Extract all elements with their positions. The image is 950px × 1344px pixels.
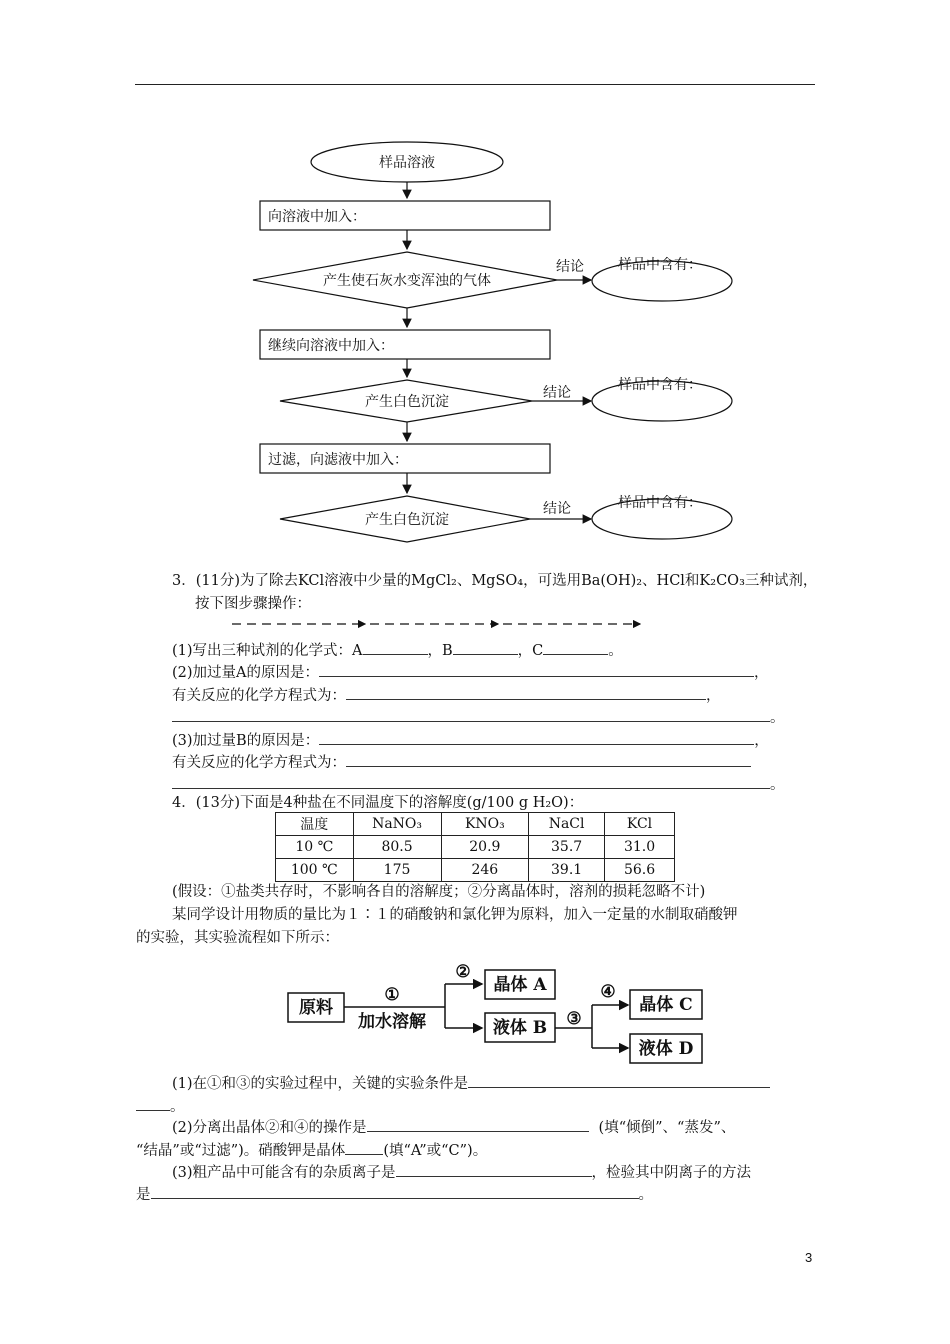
result1-label: 样品中含有： <box>618 257 702 273</box>
step2-label: 继续向溶液中加入： <box>268 338 394 354</box>
table-cell: 31.0 <box>605 836 675 859</box>
crystal-choice-blank[interactable] <box>345 1140 383 1155</box>
q3-part3-label: (3)加过量B的原因是： <box>172 733 320 749</box>
q3-part2-comma: ， <box>754 665 769 681</box>
conclusion3-label: 结论 <box>543 501 571 517</box>
reason-b-blank[interactable] <box>319 730 754 745</box>
q3-part2-eq-line2 <box>172 707 785 727</box>
table-header-row <box>276 813 675 836</box>
decision2-label: 产生白色沉淀 <box>365 394 449 410</box>
q4-desc-line2: 的实验，其实验流程如下所示： <box>136 930 339 946</box>
table-cell: 175 <box>353 859 441 882</box>
table-cell: 100 ℃ <box>276 859 354 882</box>
table-cell: 10 ℃ <box>276 836 354 859</box>
q4-part2-label: (2)分离出晶体②和④的操作是 <box>172 1120 367 1136</box>
q3-intro-line2: 按下图步骤操作： <box>195 596 311 612</box>
q4-part1-line2 <box>136 1096 185 1116</box>
answer-c-blank[interactable] <box>543 640 608 655</box>
equation-a-blank-2[interactable] <box>172 707 770 722</box>
q4-intro: 4．(13分)下面是4种盐在不同温度下的溶解度(g/100 g H₂O)： <box>172 795 584 811</box>
table-header: 温度 <box>276 813 354 836</box>
q3-part2-eq-label: 有关反应的化学方程式为： <box>172 688 346 704</box>
q3-part3-eq-label: 有关反应的化学方程式为： <box>172 755 346 771</box>
table-header: KCl <box>605 813 675 836</box>
q3-part3-eq <box>172 752 751 772</box>
q3-part1-a-label: (1)写出三种试剂的化学式：A <box>172 643 363 659</box>
q3-part2-eq-comma: ， <box>706 688 721 704</box>
table-cell: 35.7 <box>529 836 605 859</box>
q3-part2 <box>172 662 769 682</box>
q4-desc-line1: 某同学设计用物质的量比为１∶１的硝酸钠和氯化钾为原料，加入一定量的水制取硝酸钾 <box>172 907 738 923</box>
page-number: 3 <box>805 1250 813 1265</box>
step4-marker: ④ <box>600 982 616 1002</box>
table-cell: 246 <box>441 859 529 882</box>
q3-part2-period: 。 <box>770 710 785 726</box>
solubility-table <box>275 812 675 882</box>
step3-label: 过滤，向滤液中加入： <box>268 452 408 468</box>
raw-label: 原料 <box>299 998 333 1018</box>
q4-part3-line2-label: 是 <box>136 1187 151 1203</box>
impurity-ions-blank[interactable] <box>396 1162 592 1177</box>
table-header: KNO₃ <box>441 813 529 836</box>
conclusion2-label: 结论 <box>543 385 571 401</box>
equation-b-blank-2[interactable] <box>172 774 770 789</box>
q3-part3-period: 。 <box>770 777 785 793</box>
table-cell: 56.6 <box>605 859 675 882</box>
operation-blank[interactable] <box>367 1117 589 1132</box>
q3-intro-line1: 3．(11分)为了除去KCl溶液中少量的MgCl₂、MgSO₄，可选用Ba(OH)₂、HCl和K₂CO₃三种试剂， <box>172 573 818 589</box>
q4-part3-label: (3)粗产品中可能含有的杂质离子是 <box>172 1165 396 1181</box>
q4-part2-line2-label: “结晶”或“过滤”)。硝酸钾是晶体 <box>136 1143 346 1159</box>
q3-part1-end: 。 <box>608 643 623 659</box>
q3-part2-label: (2)加过量A的原因是： <box>172 665 320 681</box>
q4-part1-label: (1)在①和③的实验过程中，关键的实验条件是 <box>172 1076 469 1092</box>
conclusion1-label: 结论 <box>556 259 584 275</box>
answer-b-blank[interactable] <box>453 640 518 655</box>
liquid-b-label: 液体 B <box>492 1018 548 1038</box>
sample-analysis-flowchart <box>240 135 760 555</box>
q3-step-arrows <box>230 616 650 632</box>
decision3-label: 产生白色沉淀 <box>365 512 449 528</box>
result3-label: 样品中含有： <box>618 495 702 511</box>
table-row <box>276 836 675 859</box>
q4-part3-label-b: ，检验其中阴离子的方法 <box>591 1165 752 1181</box>
answer-a-blank[interactable] <box>363 640 428 655</box>
step1-label: 向溶液中加入： <box>268 209 366 225</box>
decision1-label: 产生使石灰水变浑浊的气体 <box>323 273 491 289</box>
condition-blank[interactable] <box>468 1073 770 1088</box>
crystallization-flowchart <box>280 955 720 1070</box>
q4-part2-options: (填“倾倒”、“蒸发”、 <box>598 1120 736 1136</box>
step1-marker: ① <box>384 985 400 1005</box>
step3-marker: ③ <box>566 1009 582 1029</box>
q4-part2-line2-options: (填“A”或“C”)。 <box>383 1143 488 1159</box>
reason-a-blank[interactable] <box>319 662 754 677</box>
q3-part2-eq <box>172 685 721 705</box>
q4-part3-end: 。 <box>638 1187 653 1203</box>
header-rule <box>135 84 815 85</box>
q4-part1-line1 <box>172 1073 770 1093</box>
test-method-blank[interactable] <box>151 1184 639 1199</box>
result2-label: 样品中含有： <box>618 377 702 393</box>
q4-part1-end: 。 <box>170 1099 185 1115</box>
table-row <box>276 859 675 882</box>
table-cell: 20.9 <box>441 836 529 859</box>
q3-part3-eq-line2 <box>172 774 785 794</box>
liquid-d-label: 液体 D <box>638 1039 694 1059</box>
table-header: NaCl <box>529 813 605 836</box>
dissolve-label: 加水溶解 <box>358 1012 426 1032</box>
q4-part2-line2 <box>136 1140 487 1160</box>
q4-part2-line1 <box>172 1117 735 1137</box>
q4-assumption: (假设：①盐类共存时，不影响各自的溶解度；②分离晶体时，溶剂的损耗忽略不计) <box>172 884 706 900</box>
start-label: 样品溶液 <box>379 155 435 171</box>
table-cell: 39.1 <box>529 859 605 882</box>
q3-part3-comma: ， <box>754 733 769 749</box>
crystal-a-label: 晶体 A <box>493 975 547 995</box>
q3-part1 <box>172 640 623 660</box>
q4-part3-line2 <box>136 1184 653 1204</box>
q4-part3-line1 <box>172 1162 751 1182</box>
q3-part1-b-label: ，B <box>427 643 453 659</box>
crystal-c-label: 晶体 C <box>639 995 693 1015</box>
step2-marker: ② <box>455 962 471 982</box>
q3-part1-c-label: ，C <box>517 643 544 659</box>
condition-blank-2[interactable] <box>136 1096 170 1111</box>
table-header: NaNO₃ <box>353 813 441 836</box>
equation-a-blank[interactable] <box>346 685 706 700</box>
table-cell: 80.5 <box>353 836 441 859</box>
equation-b-blank[interactable] <box>346 752 751 767</box>
q3-part3 <box>172 730 769 750</box>
